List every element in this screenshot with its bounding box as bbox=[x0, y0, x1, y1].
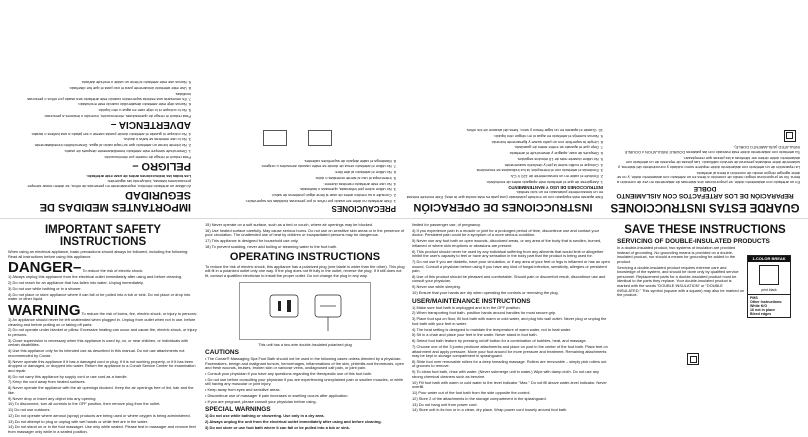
list-item: 9) Never drop or insert any object into any opening. bbox=[8, 395, 97, 401]
paragraph: Para reducir el riesgo de quemaduras, electrocución, incendio o lesiones a personas: bbox=[44, 113, 191, 119]
spanish-save-title: GUARDE ESTAS INSTRUCCIONES bbox=[610, 201, 800, 213]
list-item: 2. Enchufe el cable en un tomacorriente de 120 V CA. bbox=[509, 174, 603, 180]
spanish-operation-column bbox=[403, 2, 603, 214]
list-item: 1) Make sure foot bath is unplugged and is in the OFF position. bbox=[412, 304, 521, 310]
list-item: 17) This appliance is designed for household use only. bbox=[205, 238, 299, 244]
paragraph: En un artefacto con aislamiento doble, se proporcionan dos sistemas de aislamiento en vez de conexión a tierra. No se proporciona ningún medio de conexión a tierra en un artefacto con aislamiento doble, y no se debe agregar ningún medio de conexión a tierra al artefacto. bbox=[617, 170, 800, 185]
paragraph: La reparación de un artefacto con aislamiento doble requiere sumo cuidado y conocimiento del sistema, y solamente debe realizarla personal de servicio calificado. Las piezas de repuesto de un artefacto con aislamiento doble deben ser idénticas a las piezas que reemplazan. bbox=[617, 155, 800, 171]
list-item: 3. Encienda el artefacto con el interruptor; la luz indicadora se encenderá. bbox=[475, 168, 603, 174]
safety-instructions-column bbox=[8, 223, 198, 435]
list-item: 4. No use este artefacto mientras duerme. bbox=[323, 181, 396, 187]
list-item: 1. Asegúrese de que el artefacto esté apagado antes de enchufarlo. bbox=[485, 180, 603, 186]
list-item: 8) Never operate the appliance with the air openings blocked. Keep the air openings free of lint, hair and the like. bbox=[8, 385, 194, 395]
list-item: • The Conair® Massaging Spa Foot Bath should not be used in the following cases unless directed by a physician: Pacemakers, benign and malignant tumors, hemorrhages, inflammations of the skin, phlebitis and thrombosis, open and fresh wounds, bruises, broken skin or varicose veins, undiagnosed calf pain, or joint pain. bbox=[205, 356, 404, 371]
double-insulation-symbol bbox=[687, 353, 699, 365]
spanish-danger-label: PELIGRO – bbox=[132, 159, 191, 172]
spec-line: 16 not in place bbox=[750, 308, 775, 312]
list-item: 9) To clean foot bath, rinse with water. (Never submerge unit in water.) Wipe with damp cloth. Do not use any strong chemical cleaners such as benzine. bbox=[412, 369, 599, 379]
list-item: 7. No utilice el artefacto cerca de donde se estén usando aerosoles u oxígeno. bbox=[260, 164, 396, 170]
plug-diagram bbox=[252, 124, 342, 154]
list-item: 8. Limpie la superficie con un paño suave y ligeramente húmedo. bbox=[490, 139, 603, 145]
spanish-warning-label: ADVERTENCIA – bbox=[110, 118, 191, 130]
list-item: 11) Pour water out of the foot bath from the side opposite the control. bbox=[412, 390, 531, 395]
list-item: 5) Never use any foot bath on open wounds, discolored areas, or any area of the body that is swollen, burned, inflamed or where skin eruptions or abrasions are present. bbox=[412, 238, 602, 248]
paragraph: Para reducir el riesgo de muerte por electrocución: bbox=[103, 154, 191, 160]
list-item: 5) Never operate this appliance if it has a damaged cord or plug, if it is not working properly, or if it has been dropped or damaged, or dropped into water. Return the appliance to a Conair Service Center for examination and repair. bbox=[8, 358, 196, 373]
maintenance-title: USER/MAINTENANCE INSTRUCTIONS bbox=[412, 297, 531, 305]
list-item: 7) Do not use if you are diabetic, have poor circulation, or if any area of your feet or legs is inflamed or has an open wound. Consult a physician before using if you have any kind of fungal infection, sensitivity, allergies or persistent pain. bbox=[412, 258, 610, 274]
list-item: 6) Select foot bath feature by pressing on/off button for a combination of bubbles, heat, and massage. bbox=[412, 338, 587, 344]
list-item: 1. Este artefacto no debe ser usado por niños ni por personas inválidas sin supervisión. bbox=[245, 199, 396, 204]
list-item: 10. Guarde el aparato en un lugar fresco y seco, fuera del alcance de los niños. bbox=[465, 128, 603, 133]
list-item: 4. No coloque ni guarde el artefacto donde pueda caerse o ser jalado a una bañera o lavabo. bbox=[30, 131, 191, 137]
list-item: 6. Nunca deje este artefacto desatendido cuando esté enchufado. bbox=[77, 102, 191, 108]
list-item: • If you are pregnant, please consult your physician before using. bbox=[205, 398, 317, 404]
list-item: 8. Use este artefacto únicamente para el uso para el que fue diseñado. bbox=[68, 86, 191, 92]
swatch-label: print black bbox=[761, 288, 777, 292]
list-item: 2. Consulte a su médico antes de usar si tiene algún problema de salud. bbox=[271, 193, 396, 199]
list-item: 5. Interrumpa el uso si siente molestias o dolor. bbox=[314, 175, 396, 181]
list-item: 7) Choose one of the 3 jumbo pedicure attachments and place on post in the center of the foot bath. Place feet on attachment and apply pressure. Move your foot around for more pressure and treatment. Remaining attachments may be kept in storage compartment in splashguard. bbox=[412, 343, 608, 359]
color-break-box bbox=[747, 255, 791, 318]
user-maintenance-column bbox=[412, 223, 610, 435]
upside-down-spanish-panel bbox=[0, 0, 808, 218]
english-panel bbox=[0, 219, 808, 437]
safety-title: IMPORTANT SAFETY INSTRUCTIONS bbox=[44, 224, 162, 248]
list-item: 3) Place foot spa on floor, fill foot bath with warm or cold water, and plug into wall outlet. Never plug or unplug the foot bath with your feet in water. bbox=[412, 316, 607, 326]
warning-text: To reduce the risk of burns, fire, electric shock, or injury to persons: bbox=[81, 311, 197, 317]
danger-text: To reduce the risk of electric shock: bbox=[82, 268, 144, 274]
list-item: 2. No intente tomar un artefacto que se haya caído al agua. Desenchúfelo inmediatamente. bbox=[33, 143, 191, 149]
spanish-operation-title: INSTRUCCIONES DE OPERACIÓN bbox=[413, 201, 593, 213]
list-item: limited for passenger use, of pregnancy. bbox=[412, 223, 481, 227]
list-item: 3) Do not store or use foot bath where it can fall or be pulled into a tub or sink. bbox=[205, 424, 350, 430]
save-title: SAVE THESE INSTRUCTIONS bbox=[624, 224, 786, 236]
list-item: 6) Do not carry this appliance by supply cord or use cord as a handle. bbox=[8, 373, 128, 379]
list-item: 1) Do not use while bathing or showering. Use only in a dry area. bbox=[205, 413, 325, 419]
operating-title: OPERATING INSTRUCTIONS bbox=[229, 250, 381, 263]
special-warnings-title: SPECIAL WARNINGS bbox=[205, 406, 271, 414]
list-item: 6. No utilice el artefacto al aire libre. bbox=[334, 170, 396, 176]
list-item: 8) Use of this product should be pleasant and comfortable. Should pain or discomfort result, discontinue use and consult your physician. bbox=[412, 273, 606, 284]
list-item: 1) An appliance should never be left unattended when plugged in. Unplug from outlet when not in use, before cleaning and before putting on or taking off parts. bbox=[8, 317, 196, 327]
list-item: 2) Do not reach for an appliance that has fallen into water. Unplug immediately. bbox=[8, 280, 144, 286]
list-item: 9. Nunca use este artefacto si tiene un cable o enchufe dañado. bbox=[80, 80, 191, 86]
servicing-title: SERVICING OF DOUBLE-INSULATED PRODUCTS bbox=[617, 238, 770, 245]
list-item: 5. No lo coloque ni lo deje caer en agua u otro líquido. bbox=[97, 108, 191, 114]
list-item: 1) Always unplug this appliance from the electrical outlet immediately after using and before cleaning. bbox=[8, 274, 183, 280]
list-item: 16) Use heated surface carefully. May cause serious burns. Do not use on sensitive skin areas or in the presence of poor circulation. The unattended use of heat by children or incapacitated persons may be dangerous. bbox=[205, 227, 405, 238]
list-item: 3. No lo use mientras se baña o ducha. bbox=[123, 137, 191, 143]
list-item: 4) The heat setting is designed to maintain the temperature of warm water, not to heat water. bbox=[412, 326, 572, 332]
list-item: 12) Store 2 of the attachments in the storage compartment in the splashguard. bbox=[412, 395, 547, 401]
print-specs bbox=[748, 294, 790, 317]
list-item: 3) Do not use while bathing or in a shower. bbox=[8, 285, 82, 291]
list-item: 6. Después de usar, apague y desenchufe el artefacto. bbox=[508, 151, 603, 157]
list-item: 5) Sit in a chair and place your feet in the water. Never stand in foot bath. bbox=[412, 332, 538, 338]
cautions-title: CAUTIONS bbox=[205, 349, 239, 357]
list-item: 10) To disconnect, turn all controls to the OFF position, then remove plug from the outlet. bbox=[8, 401, 161, 407]
list-item: 9) Never use while sleeping. bbox=[412, 284, 461, 290]
warning-label: WARNING bbox=[8, 302, 81, 320]
list-item: 14) Do not stand on or in the foot massager. Use only while seated. Please test in massager and remove feet from massager only while in a seated position. bbox=[8, 424, 196, 434]
spanish-servicing-title: REPARACIÓN DE LOS ARTEFACTOS CON AISLAMIENTO DOBLE bbox=[616, 185, 794, 199]
list-item: 14) Store unit in its box or in a clean, dry place. Wrap power cord loosely around foot bath. bbox=[412, 407, 568, 413]
paragraph: To reduce the risk of electric shock, this appliance has a polarized plug (one blade is wider than the other). This plug will fit in a polarized outlet only one way. If the plug does not fit fully in the outlet, reverse the plug. If it still does not fit, contact a qualified electrician to install the proper outlet. Do not change the plug in any way. bbox=[205, 263, 405, 278]
list-item: 6) This product should never be used by any individual suffering from any ailments that would limit or altogether inhibit the user's capacity to feel or have any sensation in the body part that the product is being used for. bbox=[412, 248, 604, 259]
spec-line: Other Instructions: bbox=[750, 300, 783, 304]
paragraph: Su artefacto con aislamiento doble está marcado con las palabras DOUBLE INSULATION o DOUBLE INSULATED (AISLAMIENTO DOBLE). bbox=[624, 145, 800, 156]
list-item: 7. Deje que el aparato se enfríe antes de guardarlo. bbox=[513, 145, 603, 151]
list-item: • Discontinue use of massager if pain increases or swelling occurs after application. bbox=[205, 393, 349, 398]
list-item: 18) To prevent scalding, never add boiling or steaming water to the foot bath. bbox=[205, 243, 338, 249]
paragraph: In a double-insulated product, two systems of insulation are provided instead of grounding. No grounding means is provided on a double-insulated product, nor should a means for grounding be added to the product. bbox=[617, 245, 736, 264]
color-swatch bbox=[759, 265, 779, 285]
spanish-safety-column bbox=[15, 2, 191, 214]
list-item: 8) Slide foot over removable rollers for a deep kneading massage. Rollers are removable – simply pick rollers out of grooves to remove. bbox=[412, 358, 607, 369]
plug-illustration bbox=[240, 283, 370, 339]
danger-label: DANGER– bbox=[8, 259, 82, 277]
list-item: 15) Never operate on a soft surface, such as a bed or couch, where air openings may be blocked. bbox=[205, 223, 374, 227]
list-item: 12) Do not operate where aerosol (spray) products are being used or where oxygen is being administered. bbox=[8, 412, 191, 418]
color-break-header: 1-COLOR BREAK bbox=[748, 256, 790, 262]
list-item: 4) Use this appliance only for its intended use as described in this manual. Do not use attachments not recommended by Conair. bbox=[8, 348, 185, 358]
list-item: 7. Es necesaria una estricta supervisión cuando este artefacto sea usado por niños o personas inválidas. bbox=[27, 92, 191, 102]
list-item: • Consult your physician if you have any questions regarding the therapeutic use of this foot bath. bbox=[205, 371, 373, 377]
list-item: 1. Desenchufe siempre este artefacto inmediatamente después de usarlo. bbox=[63, 149, 191, 155]
spanish-precautions-title: PRECAUCIONES bbox=[331, 204, 396, 213]
list-item: • Keep away from eyes and sensitive areas. bbox=[205, 387, 281, 393]
list-item: 11) Do not use outdoors. bbox=[8, 407, 51, 413]
list-item: 8. Mantenga el cable alejado de superficies calientes. bbox=[303, 158, 396, 164]
spec-line: White K/O bbox=[750, 304, 768, 308]
spanish-safety-title: IMPORTANTES MEDIDAS DE SEGURIDAD bbox=[39, 189, 191, 213]
list-item: 13) Do not hang unit from power cord. bbox=[412, 401, 478, 407]
list-item: 4) If you experience pain in a muscle or joint for a prolonged period of time, discontinue use and contact your doctor. Persistent pain could be a symptom of a more serious condition. bbox=[412, 227, 600, 238]
spanish-precautions-column bbox=[198, 2, 396, 214]
polarized-plug-diagram bbox=[239, 282, 371, 340]
list-item: 2) Do not operate under blanket or pillow. Excessive heating can occur and cause fire, electric shock, or injury to persons. bbox=[8, 327, 197, 338]
spec-line: Bleed edges bbox=[750, 312, 772, 316]
list-item: 10) Ensure that your hands are dry when operating the controls or removing the plug. bbox=[412, 290, 559, 296]
list-item: 4. Coloque el rodillo sobre la piel y deslícelo suavemente. bbox=[503, 162, 603, 168]
list-item: 2) When transporting foot bath, position hands around handles for most secure grip. bbox=[412, 310, 557, 316]
list-item: 10) Fill foot bath with warm or cold water to the level indicator "Max." Do not fill above water-level indicator. Never overfill. bbox=[412, 379, 607, 390]
save-instructions-column bbox=[617, 223, 793, 435]
list-item: • Do not use before consulting your physician if you are experiencing unexplained pain or swollen muscles, or while still having any muscular or joint injury. bbox=[205, 376, 404, 387]
spanish-use-title: INSTRUCCIONES DE USO Y MANTENIMIENTO bbox=[508, 184, 603, 190]
paragraph: Servicing a double-insulated product requires extreme care and knowledge of the system, and should be done only by qualified service personnel. Replacement parts for a double-insulated product must be identical to the parts they replace. Your double-insulated product is marked with the words "DOUBLE INSULATION" or "DOUBLE INSULATED." This symbol (square with a square) may also be marked on the product. bbox=[617, 264, 745, 298]
list-item: 2) Always unplug the unit from the electrical outlet immediately after using and before cleaning. bbox=[205, 419, 382, 425]
double-insulation-symbol bbox=[784, 130, 796, 142]
spanish-save-instructions-column bbox=[610, 2, 800, 214]
paragraph: Este aparato está equipado con un enchufe polarizado (una pata es más ancha que la otra). Este enchufe entrará en un tomacorriente polarizado en un solo sentido. bbox=[406, 190, 603, 200]
list-item: 7) Keep the cord away from heated surfaces. bbox=[8, 379, 86, 385]
spec-line: PMS bbox=[750, 296, 758, 300]
paragraph: When using an electrical appliance, basic precautions should always be followed, including the following: Read all instructions before using this appliance. bbox=[8, 249, 189, 259]
list-item: 3) Close supervision is necessary when this appliance is used by, on, or near children, or individuals with certain disabilities. bbox=[8, 337, 189, 348]
paragraph: Al utilizar un artefacto eléctrico, especialmente en presencia de niños, se deben tomar siempre precauciones básicas, incluyendo las siguientes: bbox=[27, 179, 191, 189]
list-item: 9. Nunca sumerja el artefacto en agua ni en ningún otro líquido. bbox=[493, 133, 603, 139]
list-item: 4) Do not place or store appliance where it can fall or be pulled into a tub or sink. Do not place or drop into water or other liquid. bbox=[8, 291, 191, 302]
list-item: 3. No utilice sobre piel inflamada, quemada o lastimada. bbox=[299, 187, 396, 193]
plug-caption: This unit has a two-wire double-insulated polarized plug bbox=[258, 342, 352, 347]
list-item: 5. No utilice durante más de 15 minutos seguidos. bbox=[516, 156, 603, 162]
paragraph: Lea todas las instrucciones antes de usar este artefacto. bbox=[86, 173, 191, 179]
list-item: 13) Do not attempt to plug or unplug with wet hands or while feet are in the water. bbox=[8, 418, 148, 424]
operating-instructions-column bbox=[205, 223, 405, 435]
